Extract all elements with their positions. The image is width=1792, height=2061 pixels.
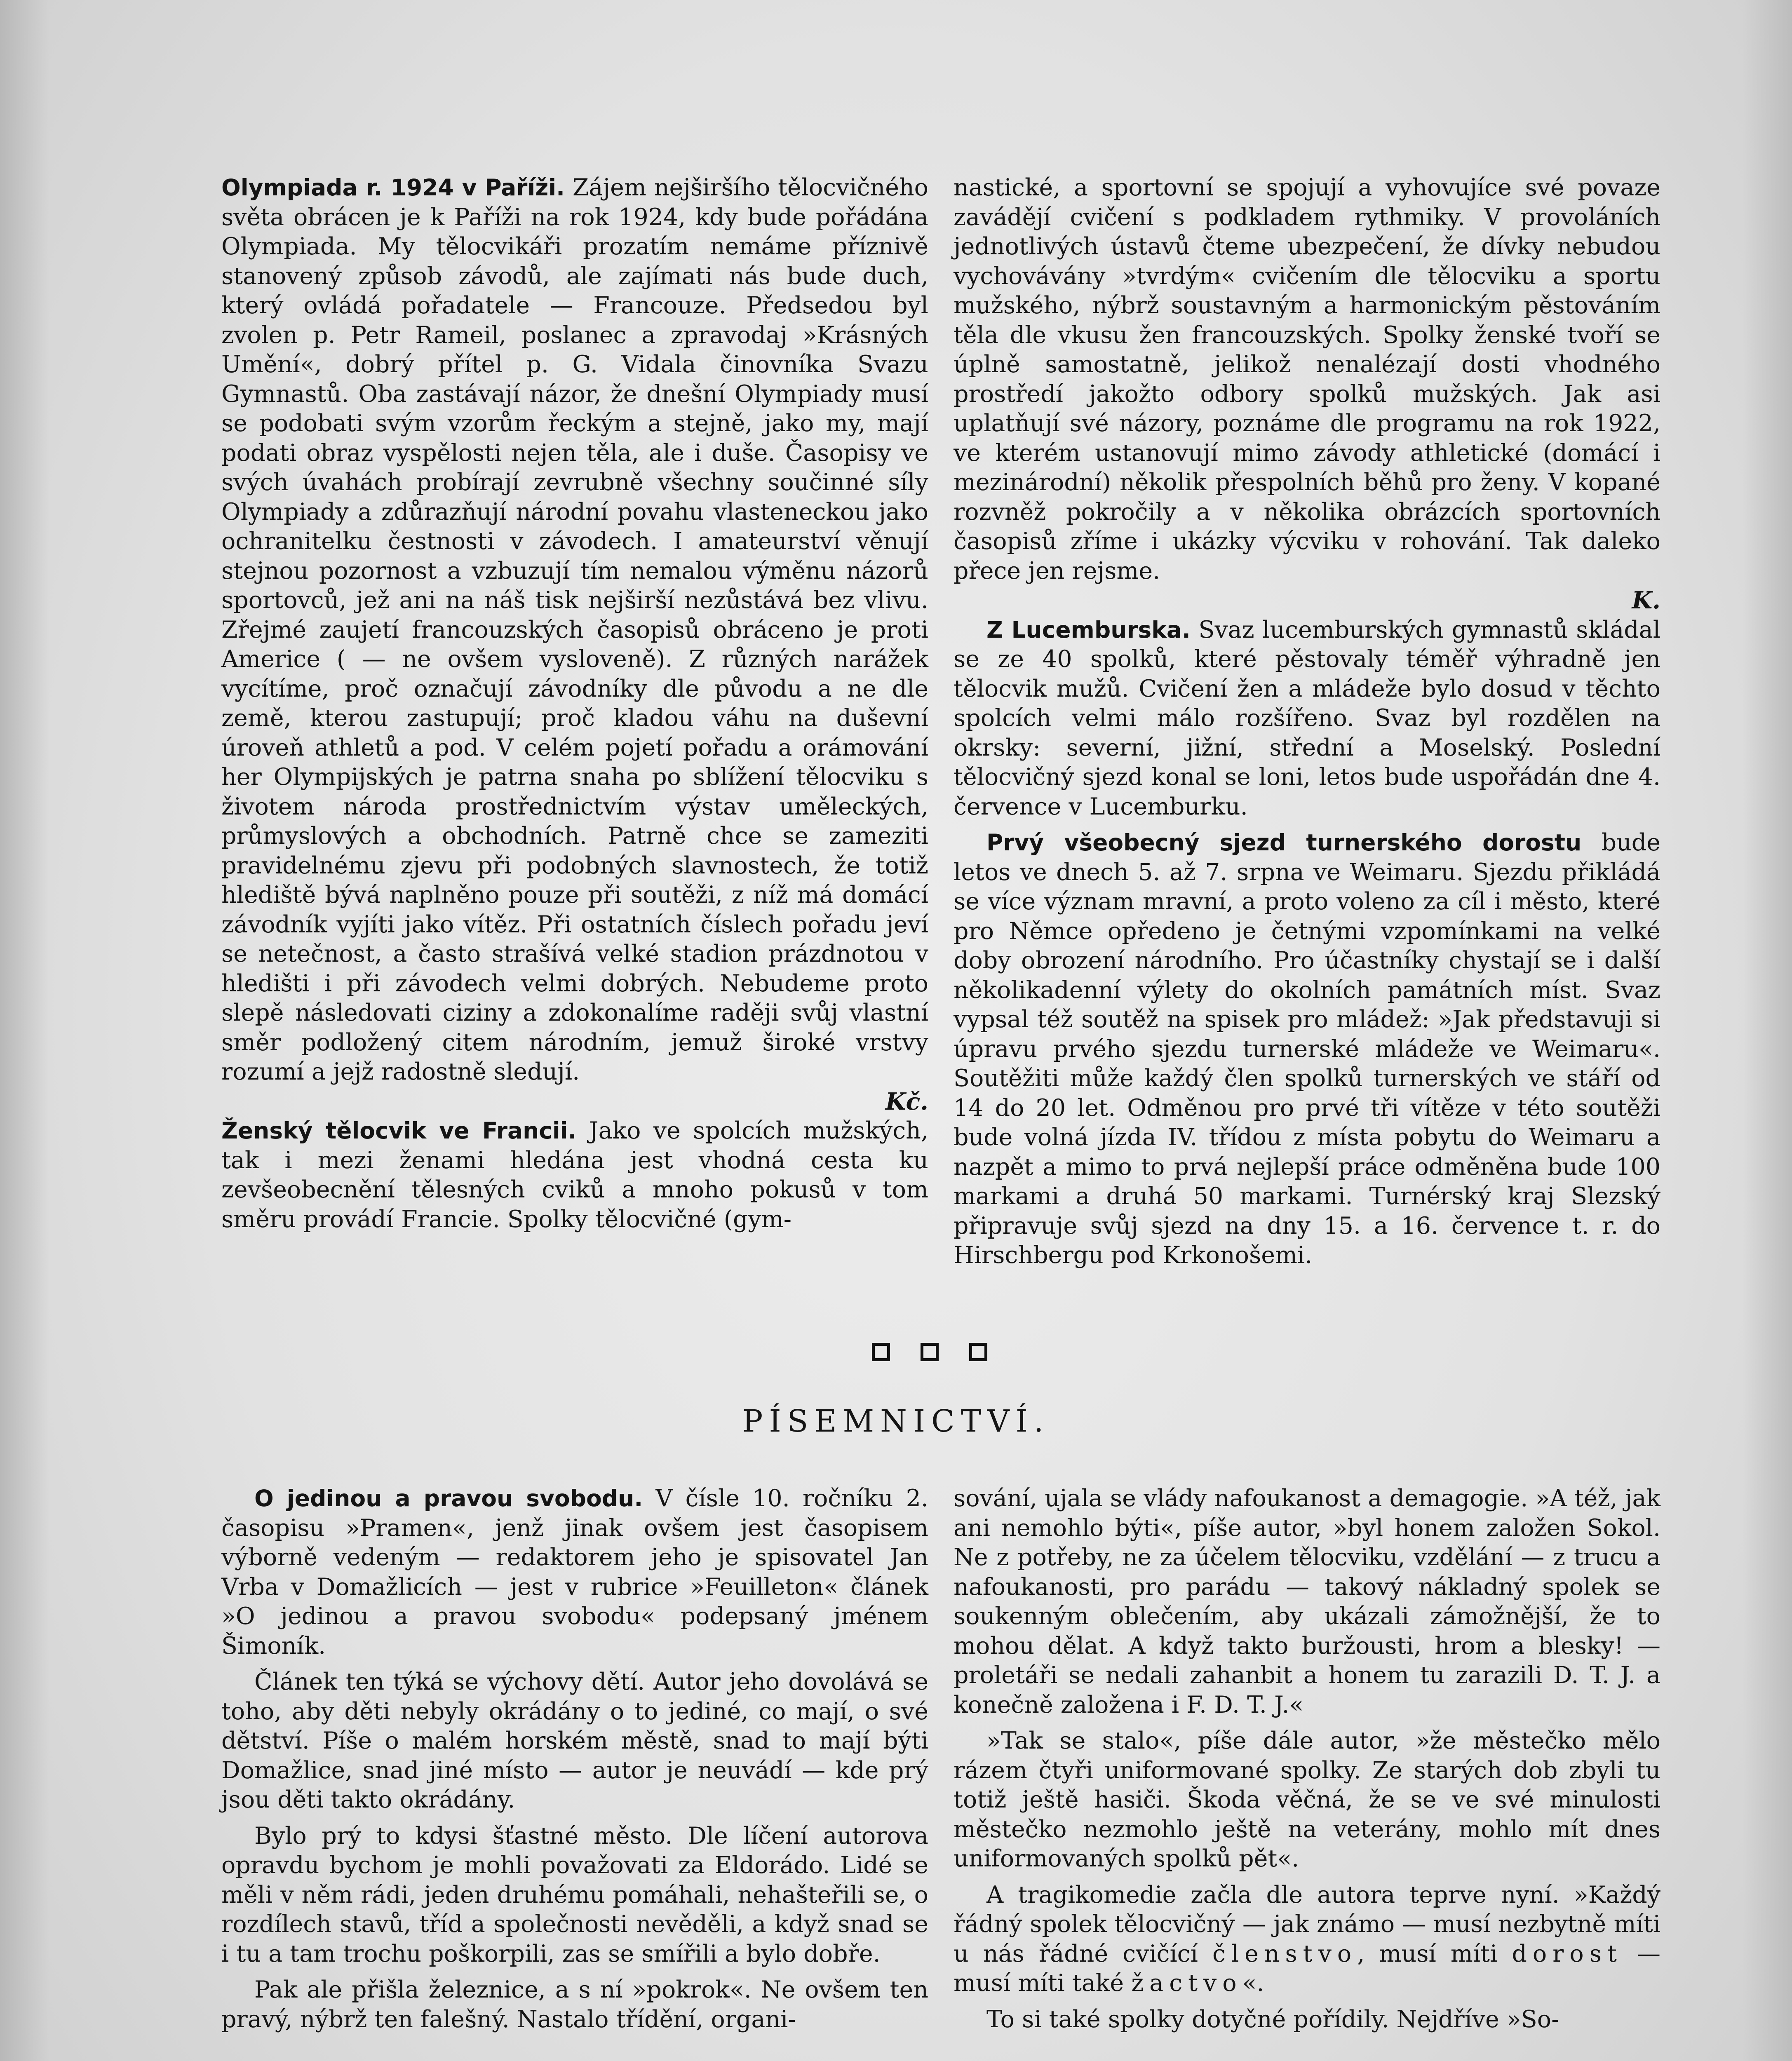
- signature-kc: Kč.: [885, 1087, 928, 1115]
- text-lucembursko: Svaz lucemburských gymnastů skládal se ze 40 spolků, které pěstovaly téměř výhradně jen tělocvik mužů. Cvičení žen a mládeže bylo dosud v těchto spolcích velmi málo rozšířeno. Svaz byl rozdělen na okrsky: severní, jižní, střední a Moselský. Poslední tělocvičný sjezd konal se loni, letos bude uspořádán dne 4. července v Lucemburku.: [954, 616, 1660, 820]
- section-divider: [872, 1343, 987, 1361]
- text-fragment: «.: [1242, 1969, 1264, 1997]
- heading-olympiada: Olympiada r. 1924 v Paříži.: [221, 174, 565, 201]
- text-sjezd: bude letos ve dnech 5. až 7. srpna ve Weimaru. Sjezdu přikládá se více význam mravní, a proto voleno za cíl i město, které pro Němce opředeno je četnými vzpomínkami na velké doby obrození národního. Pro účastníky chystají se i další několikadenní výlety do okolních památních míst. Svaz vypsal též soutěž na spisek pro mládež: »Jak představuji si úpravu prvého sjezdu turnerské mládeže ve Weimaru«. Soutěžiti může každý člen spolků turnerských ve stáří od 14 do 20 let. Odměnou pro prvé tři vítěze v této soutěži bude volná jízda IV. třídou z místa pobytu do Weimaru a nazpět a mimo to prvá nejlepší práce odměněna bude 100 markami a druhá 50 markami. Turnérský kraj Slezský připravuje svůj sjezd na dny 15. a 16. července t. r. do Hirschbergu pod Krkonošemi.: [954, 829, 1660, 1269]
- paragraph: [954, 1880, 1660, 1998]
- heading-svoboda: O jedinou a pravou svobodu.: [254, 1485, 643, 1512]
- heading-sjezd: Prvý všeobecný sjezd turnerského dorostu: [986, 829, 1582, 856]
- right-edge-shadow: [1743, 0, 1792, 2061]
- bottom-left-column: [221, 1484, 928, 2034]
- square-ornament: [969, 1343, 987, 1361]
- top-right-column: [954, 173, 1660, 1270]
- text-zensky-continued: nastické, a sportovní se spojují a vyhovujíce své povaze zavádějí cvičení s podkladem rythmiky. V provoláních jednotlivých ústavů čteme ubezpečení, že dívky nebudou vychovávány »tvrdým« cvičením dle tělocviku a sportu mužského, nýbrž soustavným a harmonickým pěstováním těla dle vkusu žen francouzských. Spolky ženské tvoří se úplně samostatně, jelikož nenalézají dosti vhodného prostředí jakožto odbory spolků mužských. Jak asi uplatňují své názory, poznáme dle programu na rok 1922, ve kterém ustanovují mimo závody athletické (domácí i mezinárodní) několik přespolních běhů pro ženy. V kopané rozvněž pokročily a v několika obrázcích sportovních časopisů zříme i ukázky výcviku v rohování. Tak daleko přece jen rejsme.: [954, 174, 1660, 584]
- article-lucembursko: [954, 615, 1660, 822]
- paragraph: »Tak se stalo«, píše dále autor, »že městečko mělo rázem čtyři uniformované spolky. Ze starých dob zbyli tu totiž ještě hasiči. Škoda věčná, že se ve své minulosti městečko nezmohlo ještě na veterány, mohlo mít dnes uniformovaných spolků pět«.: [954, 1727, 1660, 1872]
- article-zensky-continued: [954, 173, 1660, 615]
- article-olympiada: [221, 173, 928, 1116]
- article-zensky: [221, 1116, 928, 1234]
- heading-zensky-telocvik: Ženský tělocvik ve Francii.: [221, 1117, 577, 1144]
- paragraph: Bylo prý to kdysi šťastné město. Dle líčení autorova opravdu bychom je mohli považovati za Eldorádo. Lidé se měli v něm rádi, jeden druhému pomáhali, nehašteřili se, o rozdílech stavů, tříd a společnosti nevěděli, a když snad se i tu a tam trochu poškorpili, zas se smířili a bylo dobře.: [221, 1822, 928, 1967]
- signature-k: K.: [1632, 587, 1660, 614]
- paragraph: To si také spolky dotyčné pořídily. Nejdříve »So-: [986, 2005, 1559, 2033]
- square-ornament: [872, 1343, 890, 1361]
- text-svoboda: V čísle 10. ročníku 2. časopisu »Pramen«, jenž jinak ovšem jest časopisem výborně vedeným — redaktorem jeho je spisovatel Jan Vrba v Domažlicích — jest v rubrice »Feuilleton« článek »O jedinou a pravou svobodu« podepsaný jménem Šimoník.: [221, 1485, 928, 1660]
- spaced-word-dorost: dorost: [1512, 1940, 1623, 1967]
- spaced-word-zactvo: žactvo: [1131, 1969, 1242, 1997]
- paragraph: Pak ale přišla železnice, a s ní »pokrok«. Ne ovšem ten pravý, nýbrž ten falešný. Nastalo třídění, organi-: [221, 1976, 928, 2033]
- text-fragment: , musí míti: [1357, 1940, 1512, 1967]
- section-title: PÍSEMNICTVÍ.: [742, 1404, 1050, 1439]
- top-left-column: [221, 173, 928, 1234]
- paragraph: sování, ujala se vlády nafoukanost a demagogie. »A též, jak ani nemohlo býti«, píše autor, »byl honem založen Sokol. Ne z potřeby, ne za účelem tělocviku, vzdělání — z trucu a nafoukanosti, pro parádu — takový nákladný spolek se soukenným oblečením, aby ukázali zámožnější, že to mohou dělat. A když takto buržousti, hrom a blesky! — proletáři se nedali zahanbit a honem tu zarazili D. T. J. a konečně založena i F. D. T. J.«: [954, 1485, 1660, 1718]
- paragraph: [221, 1484, 928, 1661]
- text-fragment: A tragikomedie začla dle autora teprve nyní. »Každý řádný spolek tělocvičný — jak známo — musí nezbytně míti u nás řádné cvičící: [954, 1881, 1660, 1967]
- paragraph: Článek ten týká se výchovy dětí. Autor jeho dovolává se toho, aby děti nebyly okrádány o to jediné, co mají, o své dětství. Píše o malém horském městě, snad to mají býti Domažlice, snad jiné místo — autor je neuvádí — kde prý jsou děti takto okrádány.: [221, 1668, 928, 1813]
- bottom-right-column: [954, 1484, 1660, 2034]
- article-sjezd: [954, 828, 1660, 1270]
- text-fragment: — musí míti také: [954, 1940, 1660, 1997]
- text-zensky-telocvik: Jako ve spolcích mužských, tak i mezi ženami hledána jest vhodná cesta ku zevšeobecnění tělesných cviků a mnoho pokusů v tom směru provádí Francie. Spolky tělocvičné (gym-: [221, 1117, 928, 1233]
- spaced-word-clenstvo: členstvo: [1212, 1940, 1358, 1967]
- text-olympiada: Zájem nejširšího tělocvičného světa obrácen je k Paříži na rok 1924, kdy bude pořádána Olympiada. My tělocvikáři prozatím nemáme příznivě stanovený způsob závodů, ale zajímati nás bude duch, který ovládá pořadatele — Francouze. Předsedou byl zvolen p. Petr Rameil, poslanec a zpravodaj »Krásných Umění«, dobrý přítel p. G. Vidala činovníka Svazu Gymnastů. Oba zastávají názor, že dnešní Olympiady musí se podobati svým vzorům řeckým a stejně, jako my, mají podati obraz vyspělosti nejen těla, ale i duše. Časopisy ve svých úvahách probírají zevrubně všechny součinné síly Olympiady a zdůrazňují národní povahu vlasteneckou jako ochranitelku čestnosti v závodech. I amateurství věnují stejnou pozornost a vzbuzují tím nemalou výměnu názorů sportovců, jež ani na náš tisk nejširší nezůstává bez vlivu. Zřejmé zaujetí francouzských časopisů obráceno je proti Americe ( — ne ovšem vysloveně). Z různých narážek vycítíme, proč označují závodníky dle původu a ne dle země, kterou zastupují; proč kladou váhu na duševní úroveň athletů a pod. V celém pojetí pořadu a orámování her Olympijských je patrna snaha po sblížení tělocviku s životem národa prostřednictvím výstav uměleckých, průmyslových a obchodních. Patrně chce se zameziti pravidelnému zjevu při podobných slavnostech, že totiž hlediště bývá naplněno pouze při soutěži, z níž má domácí závodník vyjíti jako vítěz. Při ostatních číslech pořadu jeví se netečnost, a často strašívá velké stadion prázdnotou v hledišti i při závodech velmi dobrých. Nebudeme proto slepě následovati ciziny a zdokonalíme raději svůj vlastní směr podložený citem národním, jemuž široké vrstvy rozumí a jejž radostně sledují.: [221, 174, 928, 1085]
- heading-lucembursko: Z Lucemburska.: [986, 616, 1191, 643]
- left-edge-shadow: [0, 0, 49, 2061]
- square-ornament: [921, 1343, 939, 1361]
